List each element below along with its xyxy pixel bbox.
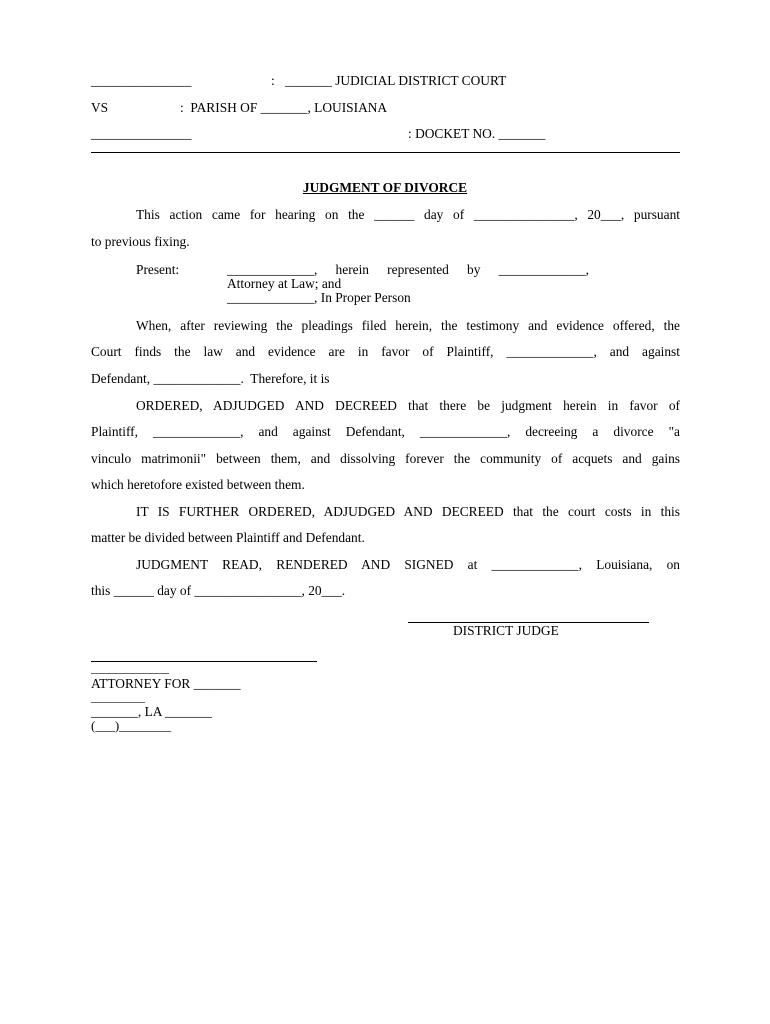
present-attorney-line: Attorney at Law; and: [227, 276, 342, 291]
costs-line-1: IT IS FURTHER ORDERED, ADJUDGED AND DECREED that the court costs in this: [136, 504, 680, 519]
present-plaintiff-line: _____________, herein represented by _____________,: [227, 262, 589, 277]
document-title: JUDGMENT OF DIVORCE: [302, 180, 468, 195]
plaintiff-name-blank: _______________: [91, 73, 192, 88]
present-proper-person-line: _____________, In Proper Person: [227, 290, 411, 305]
findings-line-1: When, after reviewing the pleadings filed herein, the testimony and evidence offered, the: [136, 318, 680, 333]
defendant-name-blank: _______________: [91, 126, 192, 141]
attorney-city-line: _______, LA _______: [91, 704, 212, 719]
signed-line-2: this ______ day of ________________, 20___.: [91, 583, 346, 598]
decree-line-2: Plaintiff, _____________, and against Defendant, _____________, decreeing a divorce "a: [91, 424, 680, 439]
costs-line-2: matter be divided between Plaintiff and Defendant.: [91, 530, 365, 545]
present-label: Present:: [136, 262, 180, 277]
versus-label: VS: [91, 100, 109, 115]
caption-colon: :: [271, 73, 275, 88]
caption-divider: [91, 152, 680, 153]
attorney-name-blank: _____________: [91, 661, 169, 675]
parish-line: : PARISH OF _______, LOUISIANA: [180, 100, 388, 115]
decree-line-3: vinculo matrimonii" between them, and dissolving forever the community of acquets and gains: [91, 451, 680, 466]
decree-line-4: which heretofore existed between them.: [91, 477, 305, 492]
district-judge-label: DISTRICT JUDGE: [453, 623, 559, 638]
attorney-address-blank: _________: [91, 690, 145, 704]
hearing-line: This action came for hearing on the ______ day of _______________, 20___, pursuant: [136, 207, 680, 222]
findings-line-2: Court finds the law and evidence are in favor of Plaintiff, _____________, and against: [91, 344, 680, 359]
signed-line-1: JUDGMENT READ, RENDERED AND SIGNED at _____________, Louisiana, on: [136, 557, 680, 572]
docket-number: : DOCKET NO. _______: [408, 126, 546, 141]
hearing-line-2: to previous fixing.: [91, 234, 190, 249]
decree-line-1: ORDERED, ADJUDGED AND DECREED that there be judgment herein in favor of: [136, 398, 680, 413]
attorney-for-line: ATTORNEY FOR _______: [91, 676, 241, 691]
attorney-phone-line: (___)________: [91, 718, 172, 733]
findings-line-3: Defendant, _____________. Therefore, it is: [91, 371, 330, 386]
court-name: _______ JUDICIAL DISTRICT COURT: [285, 73, 507, 88]
